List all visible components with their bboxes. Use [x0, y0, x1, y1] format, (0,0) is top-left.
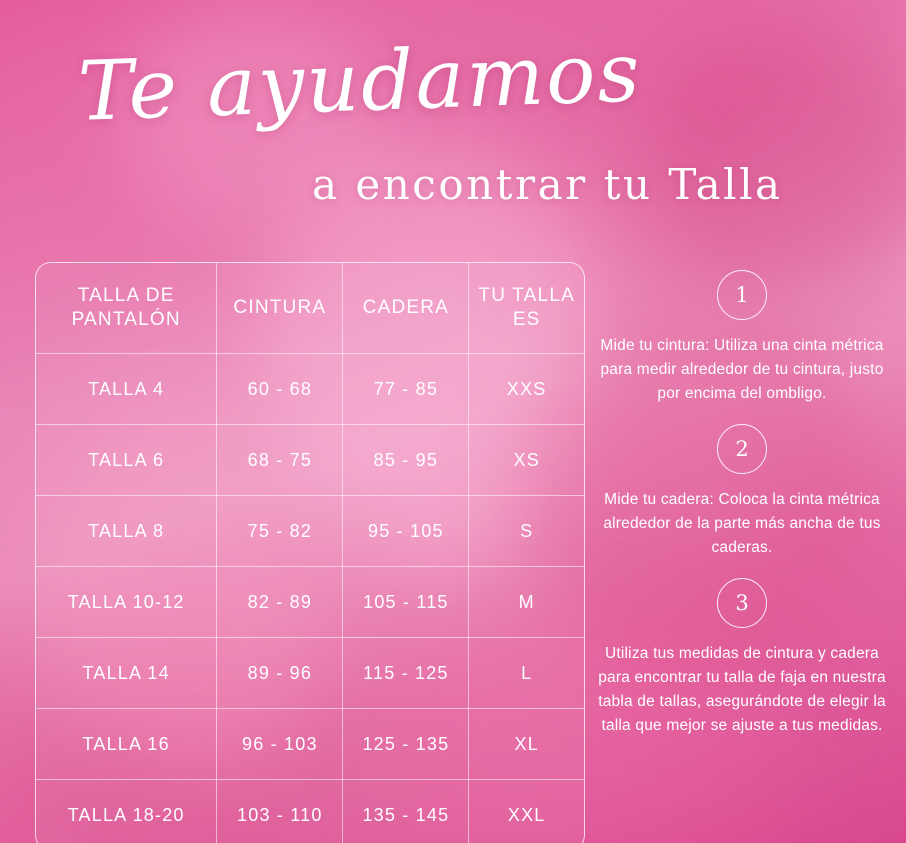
table-cell-waist: 68 - 75: [217, 425, 343, 496]
table-header-cell: TU TALLA ES: [469, 263, 584, 354]
table-cell-hip: 85 - 95: [343, 425, 469, 496]
table-cell-waist: 103 - 110: [217, 780, 343, 843]
table-cell-size: TALLA 4: [36, 354, 217, 425]
table-row: [36, 709, 584, 780]
table-cell-yoursize: L: [469, 638, 584, 709]
table-cell-size: TALLA 14: [36, 638, 217, 709]
step-description: Mide tu cintura: Utiliza una cinta métrica para medir alrededor de tu cintura, justo por encima del ombligo.: [600, 337, 884, 403]
table-cell-yoursize: XXS: [469, 354, 584, 425]
table-header-cell: CADERA: [343, 263, 469, 354]
table-cell-hip: 115 - 125: [343, 638, 469, 709]
table-cell-size: TALLA 16: [36, 709, 217, 780]
table-cell-waist: 82 - 89: [217, 567, 343, 638]
table-row: [36, 780, 584, 843]
table-cell-hip: 135 - 145: [343, 780, 469, 843]
table-cell-waist: 89 - 96: [217, 638, 343, 709]
table-cell-size: TALLA 10-12: [36, 567, 217, 638]
table-cell-yoursize: S: [469, 496, 584, 567]
headline-subtitle: a encontrar tu Talla: [312, 160, 783, 209]
table-cell-yoursize: M: [469, 567, 584, 638]
table-cell-waist: 60 - 68: [217, 354, 343, 425]
table-cell-hip: 77 - 85: [343, 354, 469, 425]
table-header-row: [36, 263, 584, 354]
table-cell-size: TALLA 18-20: [36, 780, 217, 843]
headline-script: Te ayudamos: [76, 25, 643, 140]
table-cell-hip: 95 - 105: [343, 496, 469, 567]
table-cell-size: TALLA 6: [36, 425, 217, 496]
step-number-badge: 2: [717, 424, 767, 474]
instruction-step-2: [596, 424, 888, 560]
table-row: [36, 354, 584, 425]
table-head: [36, 263, 584, 354]
instruction-step-1: [596, 270, 888, 406]
table-row: [36, 425, 584, 496]
table-cell-yoursize: XXL: [469, 780, 584, 843]
table-cell-waist: 96 - 103: [217, 709, 343, 780]
table-row: [36, 638, 584, 709]
table-cell-hip: 125 - 135: [343, 709, 469, 780]
step-description: Mide tu cadera: Coloca la cinta métrica alrededor de la parte más ancha de tus caderas.: [603, 491, 881, 557]
table-header-cell: TALLA DE PANTALÓN: [36, 263, 217, 354]
step-number-badge: 3: [717, 578, 767, 628]
table-cell-yoursize: XL: [469, 709, 584, 780]
table-cell-waist: 75 - 82: [217, 496, 343, 567]
table-body: [36, 354, 584, 843]
table-row: [36, 496, 584, 567]
table-cell-size: TALLA 8: [36, 496, 217, 567]
size-table-container: [35, 262, 585, 843]
instruction-step-3: [596, 578, 888, 738]
table-header-cell: CINTURA: [217, 263, 343, 354]
table-cell-hip: 105 - 115: [343, 567, 469, 638]
size-table: [36, 263, 584, 843]
table-cell-yoursize: XS: [469, 425, 584, 496]
instructions-list: [596, 270, 888, 756]
step-number-badge: 1: [717, 270, 767, 320]
table-row: [36, 567, 584, 638]
step-description: Utiliza tus medidas de cintura y cadera para encontrar tu talla de faja en nuestra tabla de tallas, asegurándote de elegir la talla que mejor se ajuste a tus medidas.: [598, 645, 886, 735]
